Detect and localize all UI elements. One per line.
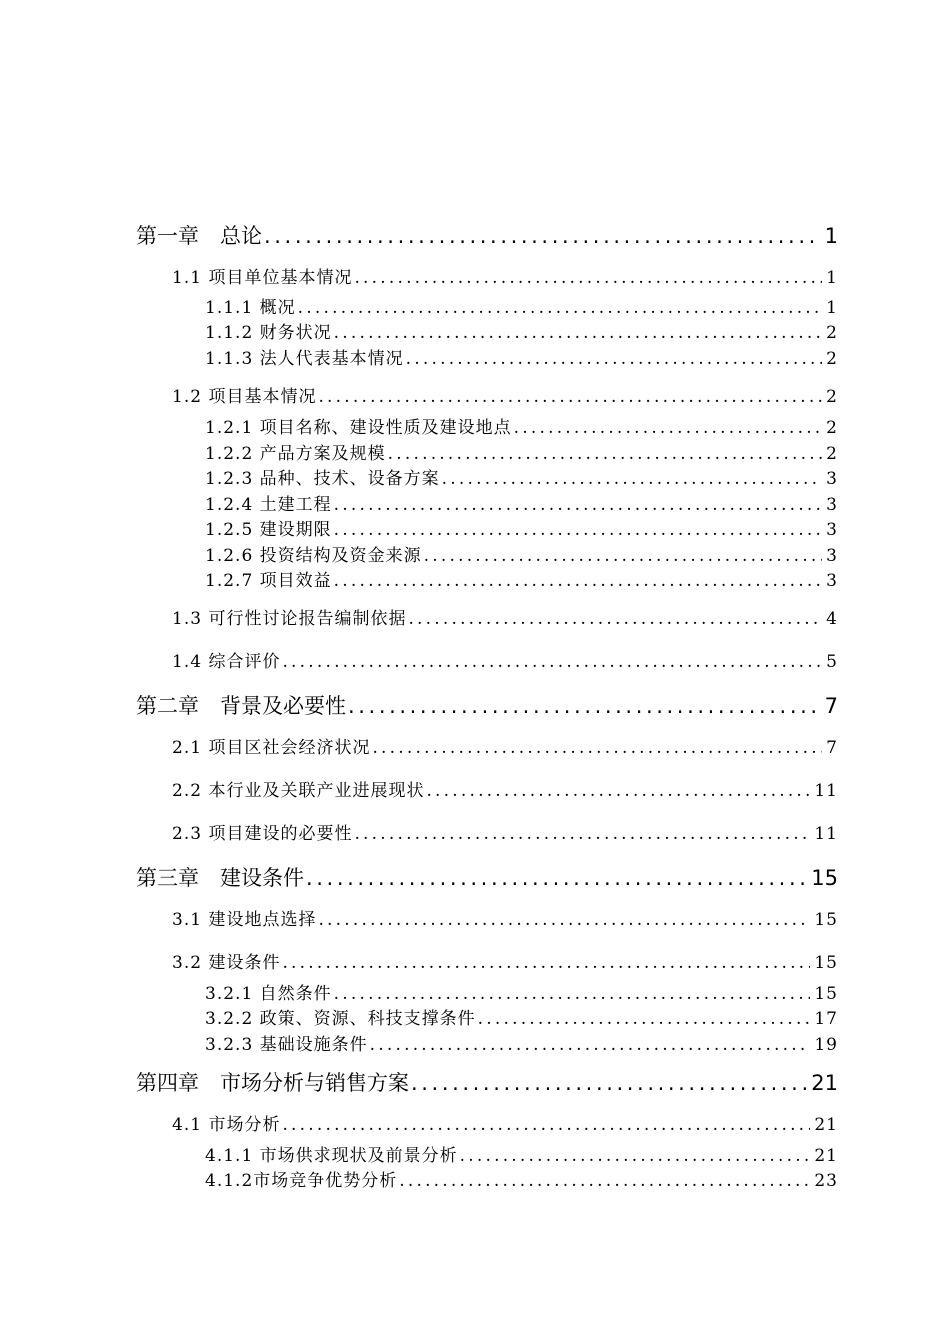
toc-page-number: 7 bbox=[826, 738, 838, 758]
toc-sub-1-2-5[interactable] bbox=[205, 522, 838, 539]
toc-chapter-3[interactable] bbox=[136, 868, 838, 889]
toc-title: 1.2.6 投资结构及资金来源 bbox=[205, 546, 422, 566]
toc-title: 1.1 项目单位基本情况 bbox=[172, 268, 353, 288]
dot-leader bbox=[334, 986, 811, 1003]
dot-leader bbox=[334, 325, 823, 342]
toc-page-number: 11 bbox=[814, 824, 838, 844]
toc-title: 2.3 项目建设的必要性 bbox=[172, 824, 353, 844]
toc-page-number: 7 bbox=[824, 694, 838, 718]
toc-title: 4.1.2市场竞争优势分析 bbox=[205, 1171, 398, 1191]
toc-title: 1.1.1 概况 bbox=[205, 298, 296, 318]
dot-leader bbox=[282, 1117, 810, 1134]
toc-section-3-2[interactable] bbox=[172, 955, 838, 972]
toc-sub-3-2-3[interactable] bbox=[205, 1037, 838, 1054]
dot-leader bbox=[306, 868, 807, 889]
toc-page-number: 1 bbox=[824, 224, 838, 248]
dot-leader bbox=[318, 389, 822, 406]
toc-title: 第二章 背景及必要性 bbox=[136, 694, 346, 718]
toc-page-number: 1 bbox=[826, 298, 838, 318]
dot-leader bbox=[460, 1148, 811, 1165]
dot-leader bbox=[442, 471, 823, 488]
toc-page-number: 17 bbox=[814, 1009, 838, 1029]
dot-leader bbox=[354, 270, 822, 287]
toc-chapter-4[interactable] bbox=[136, 1073, 838, 1094]
dot-leader bbox=[370, 1037, 811, 1054]
toc-page-number: 5 bbox=[826, 652, 838, 672]
toc-page-number: 3 bbox=[826, 495, 838, 515]
toc-title: 1.2.3 品种、技术、设备方案 bbox=[205, 469, 440, 489]
dot-leader bbox=[282, 955, 810, 972]
dot-leader bbox=[424, 548, 823, 565]
toc-title: 1.2 项目基本情况 bbox=[172, 387, 317, 407]
toc-page-number: 2 bbox=[826, 323, 838, 343]
toc-section-1-2[interactable] bbox=[172, 389, 838, 406]
toc-page-number: 21 bbox=[814, 1115, 838, 1135]
toc-title: 4.1 市场分析 bbox=[172, 1115, 281, 1135]
dot-leader bbox=[354, 826, 810, 843]
toc-page-number: 19 bbox=[814, 1035, 838, 1055]
toc-page-number: 1 bbox=[826, 268, 838, 288]
toc-page-number: 15 bbox=[811, 866, 838, 890]
toc-page-number: 11 bbox=[814, 781, 838, 801]
toc-page-number: 3 bbox=[826, 571, 838, 591]
toc-page-number: 2 bbox=[826, 444, 838, 464]
toc-sub-1-2-2[interactable] bbox=[205, 446, 838, 463]
dot-leader bbox=[388, 446, 823, 463]
toc-section-1-3[interactable] bbox=[172, 611, 838, 628]
toc-sub-1-1-3[interactable] bbox=[205, 351, 838, 368]
toc-title: 3.2 建设条件 bbox=[172, 953, 281, 973]
toc-page-number: 15 bbox=[814, 984, 838, 1004]
toc-title: 1.2.7 项目效益 bbox=[205, 571, 332, 591]
toc-page-number: 4 bbox=[826, 609, 838, 629]
toc-sub-1-2-1[interactable] bbox=[205, 420, 838, 437]
dot-leader bbox=[411, 1073, 807, 1094]
toc-sub-3-2-1[interactable] bbox=[205, 986, 838, 1003]
toc-page-number: 2 bbox=[826, 418, 838, 438]
toc-title: 1.2.5 建设期限 bbox=[205, 520, 332, 540]
toc-title: 2.2 本行业及关联产业进展现状 bbox=[172, 781, 425, 801]
toc-sub-1-2-6[interactable] bbox=[205, 548, 838, 565]
toc-title: 3.2.1 自然条件 bbox=[205, 984, 332, 1004]
toc-sub-3-2-2[interactable] bbox=[205, 1011, 838, 1028]
dot-leader bbox=[334, 573, 823, 590]
toc-sub-1-1-2[interactable] bbox=[205, 325, 838, 342]
toc-section-1-1[interactable] bbox=[172, 270, 838, 287]
toc-page-number: 2 bbox=[826, 387, 838, 407]
toc-title: 第四章 市场分析与销售方案 bbox=[136, 1071, 409, 1095]
toc-title: 3.1 建设地点选择 bbox=[172, 910, 317, 930]
toc-sub-1-1-1[interactable] bbox=[205, 300, 838, 317]
toc-page-number: 23 bbox=[814, 1171, 838, 1191]
dot-leader bbox=[478, 1011, 811, 1028]
toc-title: 2.1 项目区社会经济状况 bbox=[172, 738, 371, 758]
toc-page-number: 2 bbox=[826, 349, 838, 369]
toc-title: 1.2.2 产品方案及规模 bbox=[205, 444, 386, 464]
toc-title: 3.2.2 政策、资源、科技支撑条件 bbox=[205, 1009, 476, 1029]
toc-title: 第一章 总论 bbox=[136, 224, 262, 248]
dot-leader bbox=[282, 654, 822, 671]
toc-section-2-1[interactable] bbox=[172, 740, 838, 757]
toc-sub-4-1-1[interactable] bbox=[205, 1148, 838, 1165]
dot-leader bbox=[426, 783, 810, 800]
toc-title: 1.4 综合评价 bbox=[172, 652, 281, 672]
toc-section-4-1[interactable] bbox=[172, 1117, 838, 1134]
toc-page-number: 3 bbox=[826, 546, 838, 566]
toc-section-3-1[interactable] bbox=[172, 912, 838, 929]
dot-leader bbox=[298, 300, 823, 317]
dot-leader bbox=[514, 420, 823, 437]
toc-sub-1-2-4[interactable] bbox=[205, 497, 838, 514]
dot-leader bbox=[318, 912, 810, 929]
dot-leader bbox=[372, 740, 822, 757]
toc-title: 1.1.2 财务状况 bbox=[205, 323, 332, 343]
dot-leader bbox=[348, 696, 821, 717]
toc-chapter-1[interactable] bbox=[136, 226, 838, 247]
toc-chapter-2[interactable] bbox=[136, 696, 838, 717]
toc-title: 1.2.1 项目名称、建设性质及建设地点 bbox=[205, 418, 512, 438]
toc-page-number: 21 bbox=[814, 1146, 838, 1166]
toc-sub-4-1-2[interactable] bbox=[205, 1173, 838, 1190]
dot-leader bbox=[264, 226, 821, 247]
dot-leader bbox=[334, 522, 823, 539]
toc-title: 1.2.4 土建工程 bbox=[205, 495, 332, 515]
toc-title: 第三章 建设条件 bbox=[136, 866, 304, 890]
dot-leader bbox=[399, 1173, 810, 1190]
toc-page-number: 3 bbox=[826, 520, 838, 540]
dot-leader bbox=[334, 497, 823, 514]
toc-sub-1-2-3[interactable] bbox=[205, 471, 838, 488]
toc-sub-1-2-7[interactable] bbox=[205, 573, 838, 590]
toc-section-1-4[interactable] bbox=[172, 654, 838, 671]
toc-title: 4.1.1 市场供求现状及前景分析 bbox=[205, 1146, 458, 1166]
toc-title: 3.2.3 基础设施条件 bbox=[205, 1035, 368, 1055]
toc-page-number: 3 bbox=[826, 469, 838, 489]
toc-section-2-2[interactable] bbox=[172, 783, 838, 800]
dot-leader bbox=[408, 611, 822, 628]
dot-leader bbox=[406, 351, 823, 368]
toc-title: 1.1.3 法人代表基本情况 bbox=[205, 349, 404, 369]
toc-section-2-3[interactable] bbox=[172, 826, 838, 843]
toc-page-number: 21 bbox=[811, 1071, 838, 1095]
toc-page-number: 15 bbox=[814, 953, 838, 973]
toc-title: 1.3 可行性讨论报告编制依据 bbox=[172, 609, 407, 629]
toc-page-number: 15 bbox=[814, 910, 838, 930]
